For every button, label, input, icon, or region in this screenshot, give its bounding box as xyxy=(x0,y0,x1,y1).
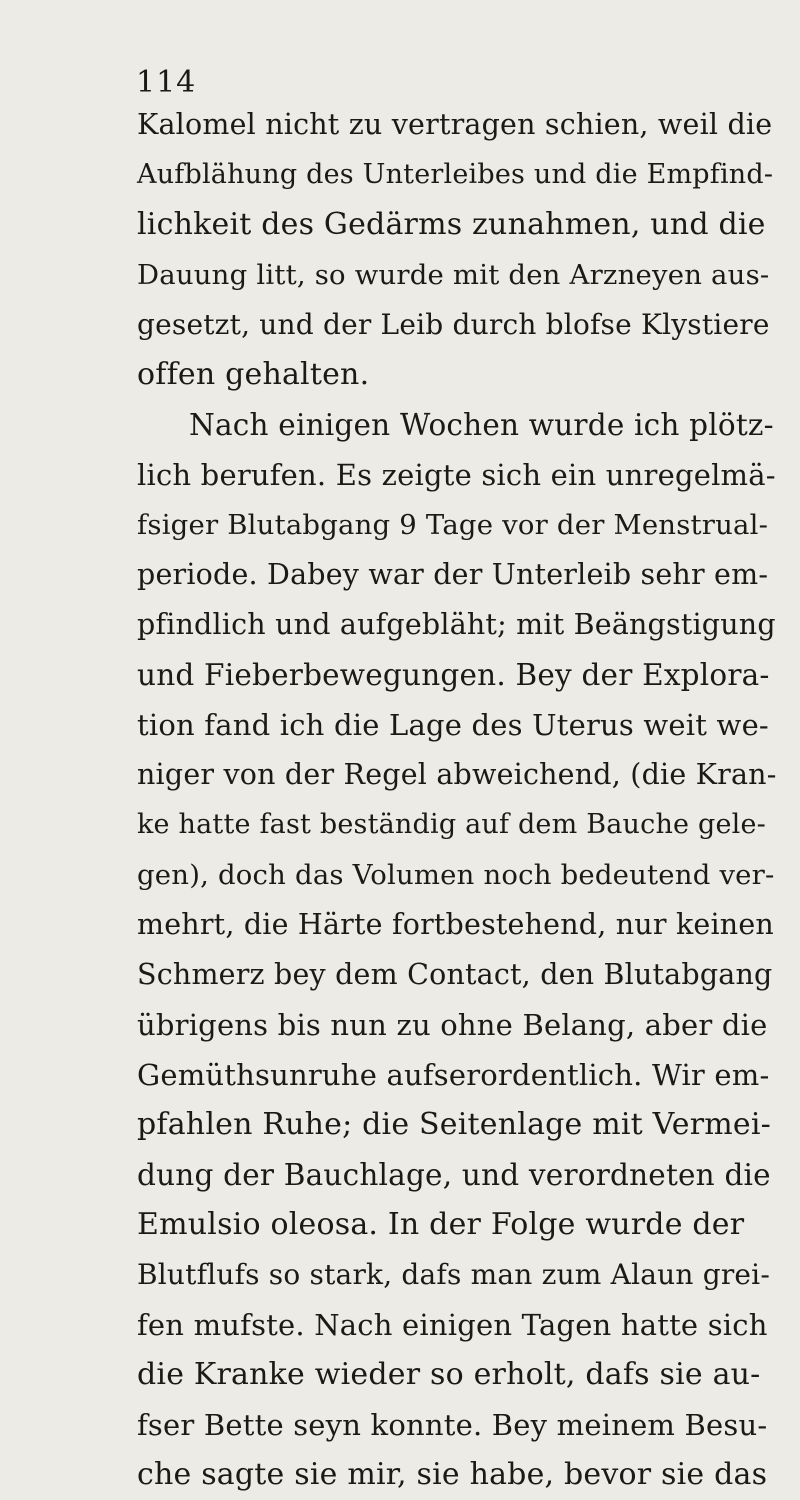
text-line: Kalomel nicht zu vertragen schien, weil die xyxy=(137,108,773,141)
text-line: Schmerz bey dem Contact, den Blutabgang xyxy=(137,958,773,991)
text-line: Blutflufs so stark, dafs man zum Alaun grei- xyxy=(137,1258,770,1291)
text-line: ke hatte fast beständig auf dem Bauche gele- xyxy=(137,809,766,840)
page-number: 114 xyxy=(136,65,197,100)
body-text xyxy=(137,100,777,1500)
paragraph-start-line: Nach einigen Wochen wurde ich plötz- xyxy=(189,408,774,442)
text-line: übrigens bis nun zu ohne Belang, aber die xyxy=(137,1008,768,1042)
text-line: tion fand ich die Lage des Uterus weit we- xyxy=(137,708,769,742)
text-line: pfahlen Ruhe; die Seitenlage mit Vermei- xyxy=(137,1107,772,1142)
text-line: Gemüthsunruhe aufserordentlich. Wir em- xyxy=(137,1058,770,1092)
text-line: lichkeit des Gedärms zunahmen, und die xyxy=(137,207,766,242)
text-line: offen gehalten. xyxy=(137,357,370,392)
text-line: fen mufste. Nach einigen Tagen hatte sich xyxy=(137,1308,768,1342)
text-line: fsiger Blutabgang 9 Tage vor der Menstrual- xyxy=(137,509,769,541)
text-line: gesetzt, und der Leib durch blofse Klystiere xyxy=(137,308,770,341)
text-line: und Fieberbewegungen. Bey der Explora- xyxy=(137,658,770,692)
text-line: lich berufen. Es zeigte sich ein unregelmä- xyxy=(137,458,776,492)
text-line: fser Bette seyn konnte. Bey meinem Besu- xyxy=(137,1408,768,1442)
text-line: die Kranke wieder so erholt, dafs sie au- xyxy=(137,1357,761,1392)
text-line: periode. Dabey war der Unterleib sehr em- xyxy=(137,558,769,591)
text-line: Aufblähung des Unterleibes und die Empfind- xyxy=(137,159,774,190)
text-line: che sagte sie mir, sie habe, bevor sie das xyxy=(137,1457,768,1492)
text-line: pfindlich und aufgebläht; mit Beängstigung xyxy=(137,608,776,641)
text-line: niger von der Regel abweichend, (die Kran- xyxy=(137,758,777,791)
text-line: Emulsio oleosa. In der Folge wurde der xyxy=(137,1207,745,1242)
text-line: gen), doch das Volumen noch bedeutend ver- xyxy=(137,859,775,891)
text-line: Dauung litt, so wurde mit den Arzneyen aus- xyxy=(137,259,770,291)
text-line: mehrt, die Härte fortbestehend, nur keinen xyxy=(137,908,774,941)
text-line: dung der Bauchlage, und verordneten die xyxy=(137,1158,771,1192)
